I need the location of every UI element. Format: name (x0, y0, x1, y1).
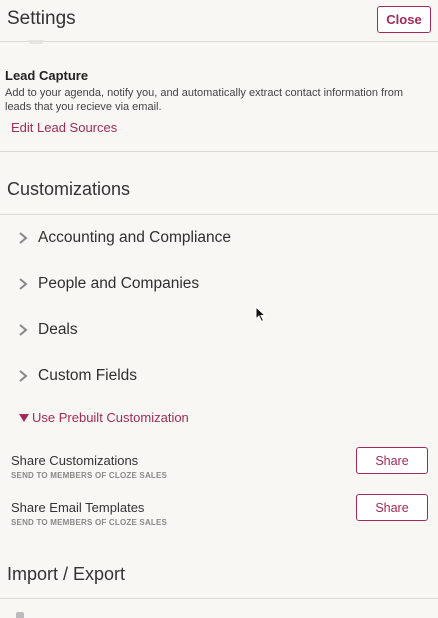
share-customizations-row (0, 453, 438, 489)
expander-custom-fields[interactable] (16, 364, 137, 388)
share-customizations-button[interactable]: Share (356, 447, 428, 474)
use-prebuilt-customization-toggle[interactable] (19, 410, 189, 425)
share-row-subtitle: SEND TO MEMBERS OF CLOZE SALES (11, 518, 168, 527)
triangle-down-icon (19, 413, 29, 423)
expander-label: Deals (38, 321, 78, 338)
customizations-title: Customizations (7, 179, 131, 199)
edit-lead-sources-link[interactable]: Edit Lead Sources (11, 120, 118, 135)
close-button[interactable]: Close (377, 6, 431, 33)
chevron-right-icon (16, 369, 30, 383)
expander-label: Custom Fields (38, 367, 138, 384)
import-export-title: Import / Export (7, 564, 126, 584)
previous-section-remnant (28, 40, 44, 44)
next-item-remnant (16, 612, 24, 618)
prebuilt-label: Use Prebuilt Customization (32, 410, 189, 425)
share-email-templates-button[interactable]: Share (356, 494, 428, 521)
mouse-cursor-icon (255, 306, 267, 323)
chevron-right-icon (16, 277, 30, 291)
expander-accounting-and-compliance[interactable] (16, 226, 231, 250)
share-row-title: Share Email Templates (11, 500, 145, 515)
expander-label: People and Companies (38, 275, 200, 292)
share-email-templates-row (0, 500, 438, 536)
page-title: Settings (7, 8, 76, 29)
lead-capture-description: Add to your agenda, notify you, and automatically extract contact information from leads that you recieve via email. (5, 87, 404, 113)
section-divider (0, 598, 438, 599)
share-row-title: Share Customizations (11, 453, 139, 468)
section-divider (0, 214, 438, 215)
expander-deals[interactable] (16, 318, 78, 342)
chevron-right-icon (16, 323, 30, 337)
section-divider (0, 151, 438, 152)
expander-label: Accounting and Compliance (38, 229, 232, 246)
lead-capture-heading: Lead Capture (5, 68, 89, 83)
expander-people-and-companies[interactable] (16, 272, 199, 296)
settings-header (0, 0, 438, 42)
chevron-right-icon (16, 231, 30, 245)
share-row-subtitle: SEND TO MEMBERS OF CLOZE SALES (11, 471, 168, 480)
